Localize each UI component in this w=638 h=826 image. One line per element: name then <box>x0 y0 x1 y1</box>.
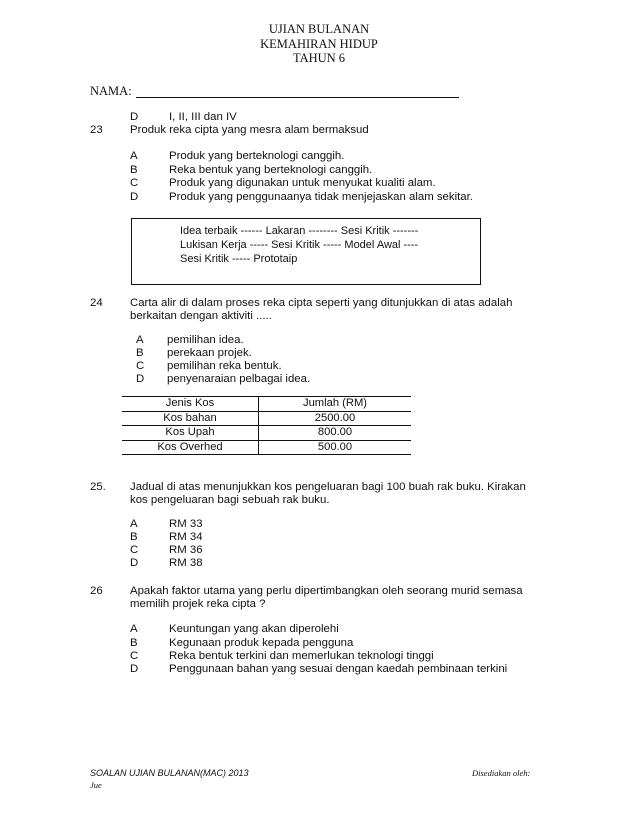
q26-option-text: Reka bentuk terkini dan memerlukan teknologi tinggi <box>169 650 434 662</box>
q26-number: 26 <box>90 585 103 597</box>
q25-text-line: Jadual di atas menunjukkan kos pengeluaran bagi 100 buah rak buku. Kirakan <box>130 481 526 493</box>
q26-text-line: Apakah faktor utama yang perlu dipertimbangkan oleh seorang murid semasa <box>130 585 523 597</box>
name-label: NAMA: <box>90 84 132 98</box>
exam-title: UJIAN BULANAN <box>268 22 370 36</box>
q24-option-letter: B <box>136 347 144 359</box>
q24-option-text: penyenaraian pelbagai idea. <box>167 373 311 385</box>
q26-option-letter: C <box>130 650 139 662</box>
table-cell: Kos Overhed <box>122 440 259 455</box>
q26-option-text: Penggunaan bahan yang sesuai dengan kaedah pembinaan terkini <box>169 663 508 675</box>
table-row <box>122 426 411 441</box>
name-field-line <box>136 97 459 98</box>
q23-option-letter: C <box>130 177 139 189</box>
table-cell: Kos bahan <box>122 411 259 426</box>
prev-option-letter: D <box>130 111 139 123</box>
q23-option-text: Produk yang berteknologi canggih. <box>169 150 345 162</box>
q25-text-line: kos pengeluaran bagi sebuah rak buku. <box>130 494 330 506</box>
q23-option-text: Produk yang digunakan untuk menyukat kualiti alam. <box>169 177 436 189</box>
prev-option-text: I, II, III dan IV <box>169 111 237 123</box>
q25-option-letter: D <box>130 557 139 569</box>
table-row <box>122 440 411 455</box>
q25-option-letter: B <box>130 531 138 543</box>
q26-option-letter: B <box>130 637 138 649</box>
footer-exam-title: SOALAN UJIAN BULANAN(MAC) 2013 <box>90 768 249 778</box>
table-cell: 500.00 <box>259 440 412 455</box>
q25-option-letter: A <box>130 518 138 530</box>
exam-subject: KEMAHIRAN HIDUP <box>260 36 378 51</box>
q23-option-text: Produk yang penggunaanya tidak menjejaskan alam sekitar. <box>169 191 473 203</box>
table-cell: 800.00 <box>259 426 412 441</box>
q25-option-text: RM 38 <box>169 557 203 569</box>
table-header-cell: Jumlah (RM) <box>259 397 412 412</box>
q24-option-letter: C <box>136 360 145 372</box>
table-header-cell: Jenis Kos <box>122 397 259 412</box>
footer-prepared-by: Disediakan oleh: <box>472 768 531 778</box>
exam-header <box>0 22 638 66</box>
table-row <box>122 411 411 426</box>
q25-option-letter: C <box>130 544 139 556</box>
q23-number: 23 <box>90 124 103 136</box>
exam-year: TAHUN 6 <box>292 51 346 65</box>
q23-option-letter: B <box>130 164 138 176</box>
q24-option-text: perekaan projek. <box>167 347 252 359</box>
q25-option-text: RM 34 <box>169 531 203 543</box>
footer-author: Jue <box>90 780 102 790</box>
q25-option-text: RM 36 <box>169 544 203 556</box>
flowchart-line: Lukisan Kerja ----- Sesi Kritik ----- Model Awal ---- <box>180 239 419 251</box>
table-cell: Kos Upah <box>122 426 259 441</box>
q25-option-text: RM 33 <box>169 518 203 530</box>
flowchart-box <box>131 218 481 285</box>
q23-option-letter: A <box>130 150 138 162</box>
q24-option-letter: A <box>136 334 144 346</box>
q26-text-line: memilih projek reka cipta ? <box>130 598 266 610</box>
q23-option-text: Reka bentuk yang berteknologi canggih. <box>169 164 373 176</box>
cost-table <box>122 396 411 455</box>
q26-option-text: Keuntungan yang akan diperolehi <box>169 623 339 635</box>
q23-text: Produk reka cipta yang mesra alam bermaksud <box>130 124 369 136</box>
q26-option-text: Kegunaan produk kepada pengguna <box>169 637 354 649</box>
q23-option-letter: D <box>130 191 139 203</box>
flowchart-line: Idea terbaik ------ Lakaran -------- Sesi Kritik ------- <box>180 225 419 237</box>
table-header-row <box>122 397 411 412</box>
q24-number: 24 <box>90 297 103 309</box>
q24-option-letter: D <box>136 373 145 385</box>
table-cell: 2500.00 <box>259 411 412 426</box>
q25-number: 25. <box>90 481 106 493</box>
q26-option-letter: A <box>130 623 138 635</box>
q24-text-line: Carta alir di dalam proses reka cipta seperti yang ditunjukkan di atas adalah <box>130 297 513 309</box>
q24-text-line: berkaitan dengan aktiviti ..... <box>130 310 272 322</box>
q24-option-text: pemilihan reka bentuk. <box>167 360 282 372</box>
q24-option-text: pemilihan idea. <box>167 334 244 346</box>
q26-option-letter: D <box>130 663 139 675</box>
flowchart-line: Sesi Kritik ----- Prototaip <box>180 253 298 265</box>
